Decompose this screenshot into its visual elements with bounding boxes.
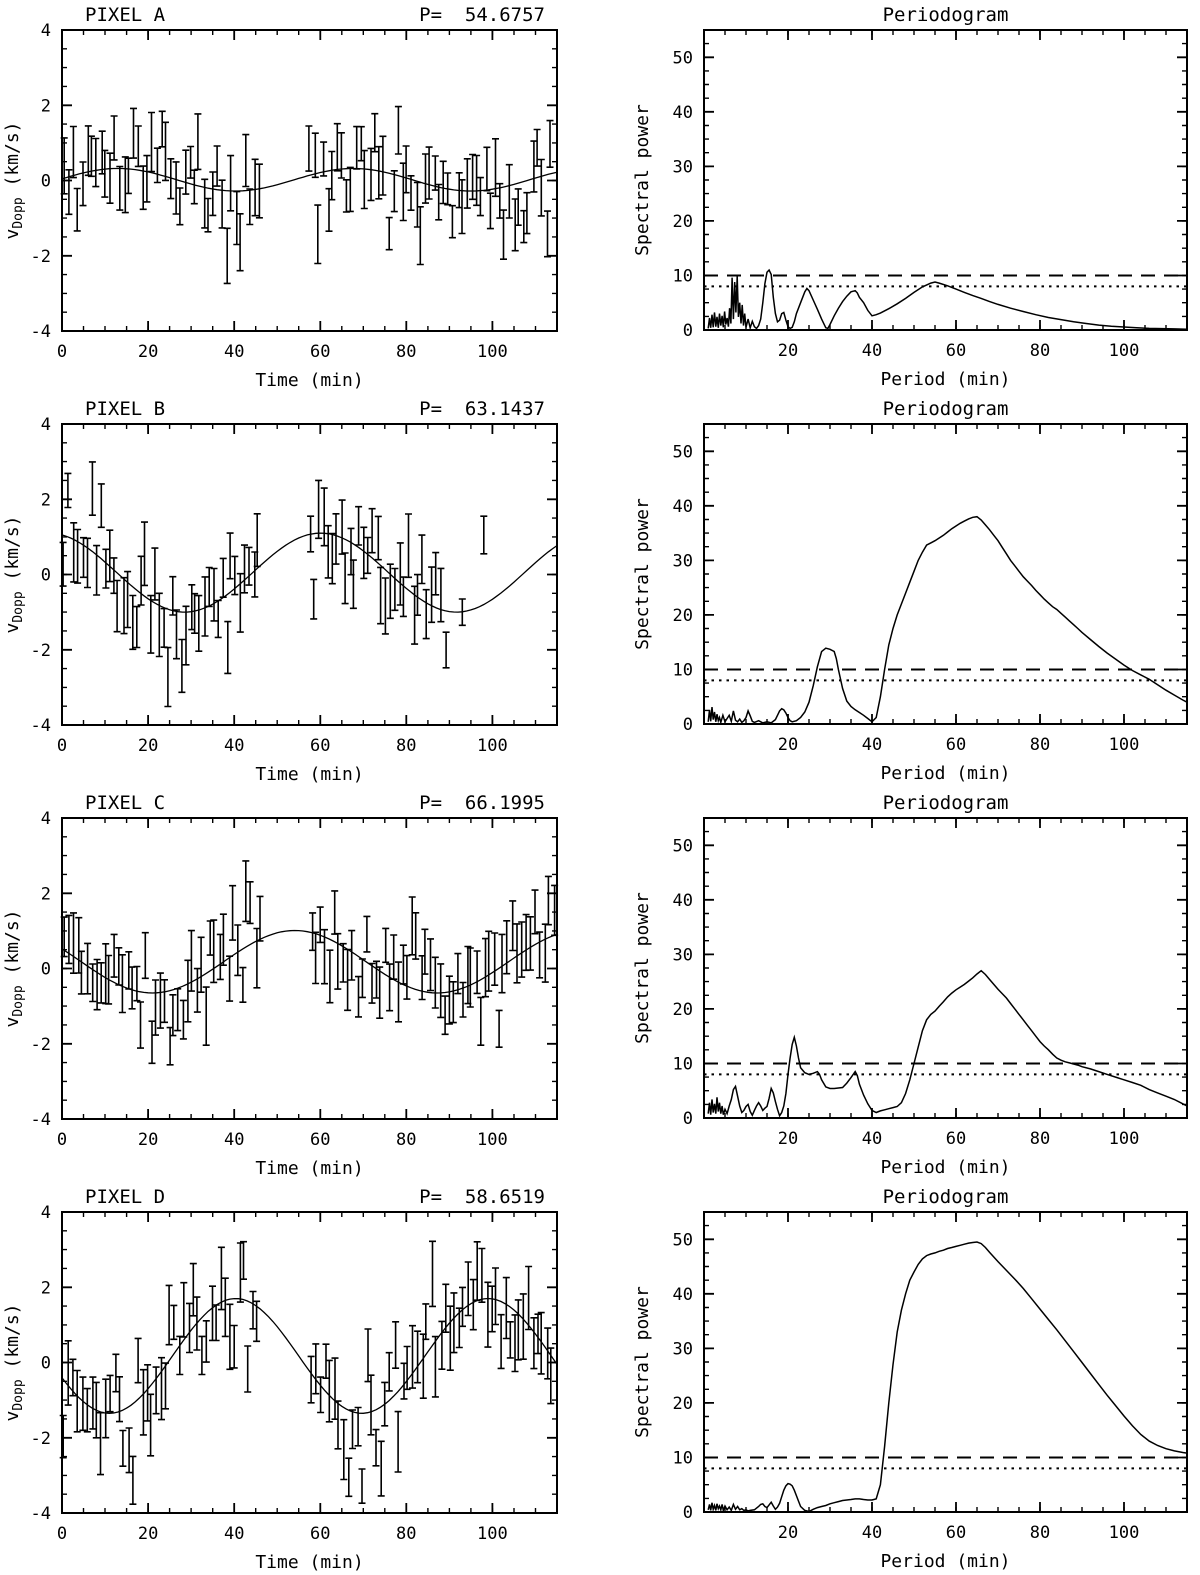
y-tick-label: -2	[30, 1428, 51, 1449]
x-tick-label: 60	[945, 1129, 967, 1149]
x-tick-label: 60	[310, 736, 331, 756]
y-tick-label: -2	[30, 1034, 51, 1055]
x-tick-label: 40	[861, 341, 883, 361]
minor-ticks	[704, 1212, 1187, 1512]
plot-title: PIXEL D	[85, 1186, 166, 1208]
y-tick-label: 0	[682, 321, 693, 341]
plot-title: Periodogram	[882, 792, 1009, 814]
periodogram-curve	[708, 270, 1187, 329]
axes-box	[62, 30, 557, 331]
x-axis-label: Period (min)	[880, 1157, 1011, 1178]
x-tick-label: 20	[137, 736, 159, 756]
y-tick-label: 0	[682, 1503, 693, 1523]
x-tick-label: 100	[477, 342, 508, 362]
y-tick-label: 30	[672, 157, 693, 178]
x-tick-label: 60	[945, 735, 967, 755]
y-tick-label: 20	[672, 211, 693, 232]
x-tick-label: 80	[1029, 341, 1051, 361]
y-tick-label: -4	[30, 1504, 51, 1524]
period-annotation: P= 63.1437	[419, 398, 545, 420]
x-tick-label: 100	[477, 1524, 508, 1544]
major-ticks	[62, 1212, 557, 1513]
y-tick-label: 40	[672, 1284, 693, 1305]
errorbar-series	[60, 462, 488, 707]
panel-pixel-b-velocity	[0, 394, 600, 788]
x-tick-label: 0	[56, 342, 68, 362]
axes-box	[704, 818, 1187, 1118]
period-annotation: P= 58.6519	[419, 1186, 545, 1208]
axes-box	[704, 424, 1187, 724]
sine-fit-curve	[62, 533, 557, 612]
panel-pixel-c-periodogram	[600, 788, 1200, 1182]
x-tick-label: 60	[945, 1523, 967, 1543]
period-annotation: P= 54.6757	[419, 4, 545, 26]
x-tick-label: 60	[310, 1524, 331, 1544]
y-tick-label: 40	[672, 496, 693, 517]
y-axis-label: $v_{Dopp}$ (km/s)	[2, 909, 26, 1028]
x-tick-label: 40	[223, 1130, 245, 1150]
minor-ticks	[62, 1212, 557, 1513]
x-tick-label: 100	[477, 1130, 508, 1150]
x-tick-label: 20	[137, 1524, 159, 1544]
y-tick-label: 40	[672, 102, 693, 123]
x-tick-label: 80	[1029, 735, 1051, 755]
y-tick-label: 10	[672, 1054, 693, 1075]
y-tick-label: 4	[40, 415, 51, 435]
panel-pixel-d-periodogram	[600, 1182, 1200, 1575]
minor-ticks	[704, 818, 1187, 1118]
y-tick-label: 30	[672, 945, 693, 966]
x-tick-label: 40	[861, 1523, 883, 1543]
panel-pixel-b-periodogram	[600, 394, 1200, 788]
x-tick-label: 40	[861, 735, 883, 755]
x-tick-label: 60	[310, 1130, 331, 1150]
y-tick-label: 0	[40, 565, 51, 586]
major-ticks	[62, 424, 557, 725]
y-tick-label: 20	[672, 999, 693, 1020]
periodogram-curve	[708, 1242, 1187, 1512]
y-tick-label: 0	[682, 715, 693, 735]
periodogram-curve	[708, 517, 1187, 723]
x-tick-label: 0	[56, 736, 68, 756]
y-tick-label: -2	[30, 640, 51, 661]
pixel-d-velocity-svg	[0, 1182, 600, 1575]
panel-pixel-c-velocity	[0, 788, 600, 1182]
x-tick-label: 80	[396, 1130, 417, 1150]
x-tick-label: 40	[861, 1129, 883, 1149]
x-tick-label: 40	[223, 342, 245, 362]
y-tick-label: 0	[682, 1109, 693, 1129]
periodogram-curve	[708, 971, 1187, 1116]
axes-box	[62, 1212, 557, 1513]
x-tick-label: 80	[396, 342, 417, 362]
major-ticks	[704, 818, 1187, 1118]
y-axis-label: Spectral power	[632, 104, 653, 256]
y-tick-label: 10	[672, 1448, 693, 1469]
y-tick-label: -4	[30, 716, 51, 736]
x-tick-label: 80	[396, 736, 417, 756]
x-axis-label: Time (min)	[255, 1552, 364, 1573]
y-tick-label: 10	[672, 266, 693, 287]
y-tick-label: 0	[40, 171, 51, 192]
y-axis-label: Spectral power	[632, 498, 653, 650]
y-tick-label: 40	[672, 890, 693, 911]
y-tick-label: 20	[672, 605, 693, 626]
y-tick-label: -2	[30, 246, 51, 267]
major-ticks	[704, 424, 1187, 724]
x-tick-label: 40	[223, 736, 245, 756]
period-annotation: P= 66.1995	[419, 792, 545, 814]
y-axis-label: $v_{Dopp}$ (km/s)	[2, 1303, 26, 1422]
x-tick-label: 20	[137, 1130, 159, 1150]
x-tick-label: 20	[137, 342, 159, 362]
y-tick-label: 0	[40, 1353, 51, 1374]
x-tick-label: 0	[56, 1524, 68, 1544]
y-tick-label: 2	[40, 1278, 51, 1299]
axes-box	[62, 424, 557, 725]
y-tick-label: 30	[672, 551, 693, 572]
x-tick-label: 20	[777, 1523, 799, 1543]
y-axis-label: Spectral power	[632, 1286, 653, 1438]
pixel-b-periodogram-svg	[600, 394, 1200, 788]
y-tick-label: 4	[40, 21, 51, 41]
y-tick-label: 50	[672, 836, 693, 857]
x-tick-label: 20	[777, 1129, 799, 1149]
x-axis-label: Period (min)	[880, 1551, 1011, 1572]
x-tick-label: 100	[1108, 1523, 1140, 1543]
pixel-c-periodogram-svg	[600, 788, 1200, 1182]
y-axis-label: Spectral power	[632, 892, 653, 1044]
y-tick-label: 50	[672, 1230, 693, 1251]
y-tick-label: -4	[30, 1110, 51, 1130]
y-tick-label: 20	[672, 1393, 693, 1414]
x-tick-label: 20	[777, 341, 799, 361]
plot-title: Periodogram	[882, 1186, 1009, 1208]
x-axis-label: Time (min)	[255, 1158, 364, 1179]
minor-ticks	[62, 30, 557, 331]
x-tick-label: 100	[1108, 341, 1140, 361]
y-tick-label: 50	[672, 442, 693, 463]
major-ticks	[704, 1212, 1187, 1512]
plot-title: PIXEL A	[85, 4, 166, 26]
minor-ticks	[62, 424, 557, 725]
y-tick-label: 50	[672, 48, 693, 69]
x-axis-label: Period (min)	[880, 763, 1011, 784]
minor-ticks	[704, 424, 1187, 724]
y-tick-label: 2	[40, 96, 51, 117]
y-axis-label: $v_{Dopp}$ (km/s)	[2, 121, 26, 240]
x-axis-label: Time (min)	[255, 370, 364, 391]
y-axis-label: $v_{Dopp}$ (km/s)	[2, 515, 26, 634]
y-tick-label: 30	[672, 1339, 693, 1360]
x-tick-label: 60	[310, 342, 331, 362]
panel-pixel-a-periodogram	[600, 0, 1200, 394]
panel-pixel-d-velocity	[0, 1182, 600, 1575]
pixel-a-periodogram-svg	[600, 0, 1200, 394]
x-tick-label: 60	[945, 341, 967, 361]
y-tick-label: -4	[30, 322, 51, 342]
y-tick-label: 4	[40, 809, 51, 829]
x-tick-label: 100	[1108, 1129, 1140, 1149]
x-tick-label: 80	[396, 1524, 417, 1544]
y-tick-label: 2	[40, 884, 51, 905]
x-tick-label: 40	[223, 1524, 245, 1544]
axes-box	[704, 1212, 1187, 1512]
x-tick-label: 100	[477, 736, 508, 756]
plot-title: Periodogram	[882, 398, 1009, 420]
y-tick-label: 0	[40, 959, 51, 980]
errorbar-series	[60, 1241, 555, 1504]
major-ticks	[62, 30, 557, 331]
pixel-d-periodogram-svg	[600, 1182, 1200, 1575]
y-tick-label: 2	[40, 490, 51, 511]
panel-pixel-a-velocity	[0, 0, 600, 394]
y-tick-label: 10	[672, 660, 693, 681]
x-axis-label: Time (min)	[255, 764, 364, 785]
x-tick-label: 0	[56, 1130, 68, 1150]
x-tick-label: 80	[1029, 1523, 1051, 1543]
pixel-c-velocity-svg	[0, 788, 600, 1182]
y-tick-label: 4	[40, 1203, 51, 1223]
errorbar-series	[61, 107, 554, 284]
x-tick-label: 20	[777, 735, 799, 755]
plot-title: PIXEL B	[85, 398, 166, 420]
x-tick-label: 100	[1108, 735, 1140, 755]
errorbar-series	[61, 861, 558, 1065]
pixel-b-velocity-svg	[0, 394, 600, 788]
plot-title: PIXEL C	[85, 792, 166, 814]
pixel-a-velocity-svg	[0, 0, 600, 394]
x-axis-label: Period (min)	[880, 369, 1011, 390]
plot-title: Periodogram	[882, 4, 1009, 26]
x-tick-label: 80	[1029, 1129, 1051, 1149]
